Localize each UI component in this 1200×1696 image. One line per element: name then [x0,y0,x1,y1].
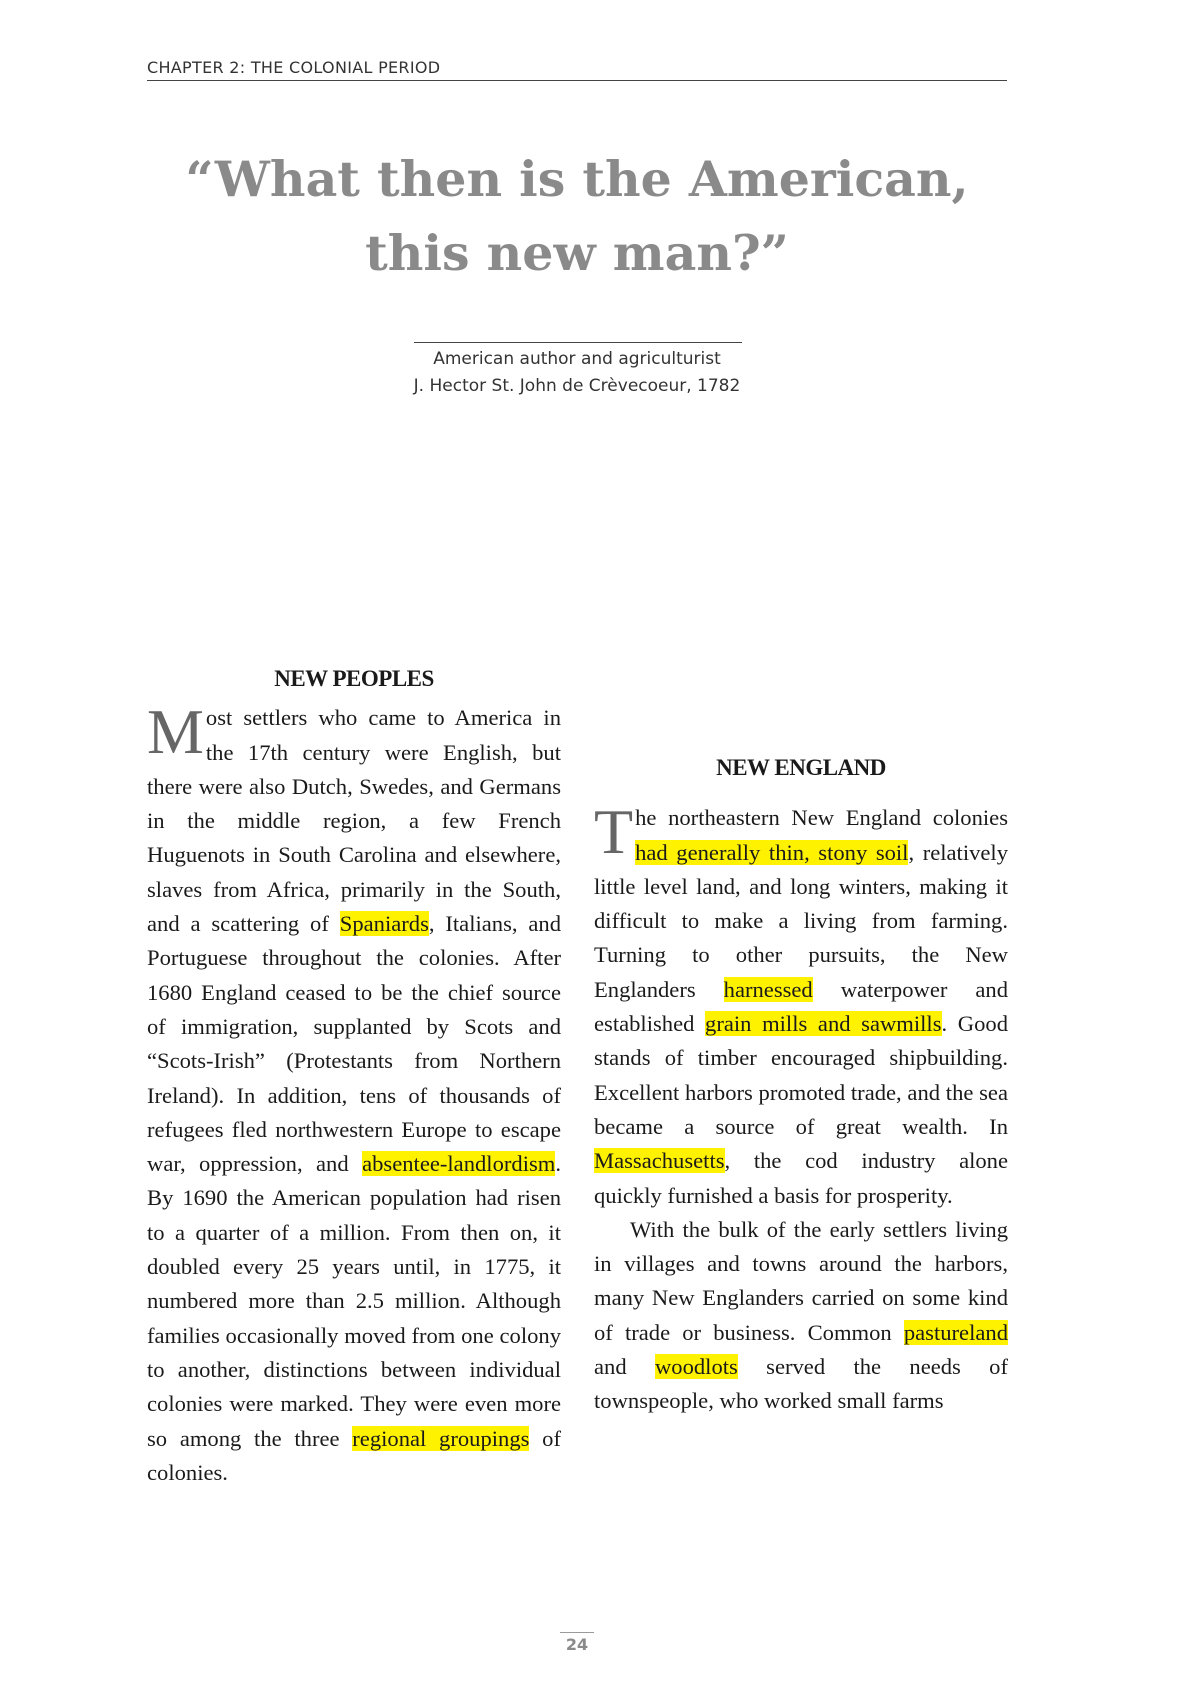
drop-cap-m: M [147,696,204,768]
highlight-massachusetts: Massachusetts [594,1148,725,1174]
section-heading-new-peoples: NEW PEOPLES [274,666,434,691]
chapter-header: CHAPTER 2: THE COLONIAL PERIOD [147,58,1007,81]
text-run: . Good stands of timber encouraged shipbuilding. Excellent harbors promoted trade, and the sea became a source of great wealth. In [594,1011,1008,1139]
text-run: he northeastern New England colonies [635,805,1008,831]
text-run: and [594,1354,655,1380]
attribution-line-1: American author and agriculturist [433,349,721,369]
new-peoples-paragraph [147,696,561,1490]
text-run: , Italians, and Portuguese throughout the colonies. After 1680 England ceased to be the chief source of immigration, supplanted by Scots and “Scots-Irish” (Protestants from Northern Ireland). In addition, tens of thousands of refugees fled northwestern Europe to escape war, oppression, and [147,911,561,1177]
quote-line-2: this new man?” [365,224,789,282]
text-run: With the bulk of the early settlers living in villages and towns around the harbors, many New Englanders carried on some kind of trade or business. Common [594,1216,1008,1345]
text-run: , relatively little level land, and long winters, making it difficult to make a living from farming. Turning to other pursuits, the New Englanders [594,839,1009,1002]
highlight-regional-groupings: regional groupings [352,1425,530,1451]
left-column [147,662,561,1490]
highlight-woodlots: woodlots [654,1354,738,1380]
quote-attribution [147,346,1007,400]
section-heading-new-england: NEW ENGLAND [716,755,886,780]
new-england-paragraph-2 [594,1213,1008,1419]
highlight-absentee-landlordism: absentee-landlordism [362,1151,556,1177]
text-run: served the needs of townspeople, who worked small farms [594,1354,1008,1414]
text-run: of colonies. [147,1425,561,1485]
right-column [594,734,1008,1419]
epigraph-quote [147,142,1007,290]
drop-cap-t: T [594,796,634,868]
text-run: . By 1690 the American population had risen to a quarter of a million. From then on, it doubled every 25 years until, in 1775, it numbered more than 2.5 million. Although families occasionally moved from one colony to another, distinctions between individual colonies were marked. They were even more so among the three [147,1151,561,1451]
text-run: waterpower and established [594,976,1008,1037]
text-run: , the cod industry alone quickly furnished a basis for prosperity. [594,1148,1008,1208]
attribution-line-2: J. Hector St. John de Crèvecoeur, 1782 [413,376,741,396]
highlight-grain-mills: grain mills and sawmills [705,1011,942,1037]
text-run: ost settlers who came to America in the 17th century were English, but there were also Dutch, Swedes, and Germans in the middle region, a few French Huguenots in South Carolina and elsewhere, slaves from Africa, primarily in the South, and a scattering of [147,705,561,937]
quote-line-1: “What then is the American, [185,150,969,208]
highlight-spaniards: Spaniards [339,911,429,937]
highlight-thin-stony-soil: had generally thin, stony soil [635,839,909,865]
highlight-pastureland: pastureland [903,1319,1008,1345]
page-number: 24 [560,1632,594,1654]
highlight-harnessed: harnessed [723,976,813,1002]
attribution-divider [414,342,742,343]
new-england-paragraph-1 [594,796,1009,1213]
